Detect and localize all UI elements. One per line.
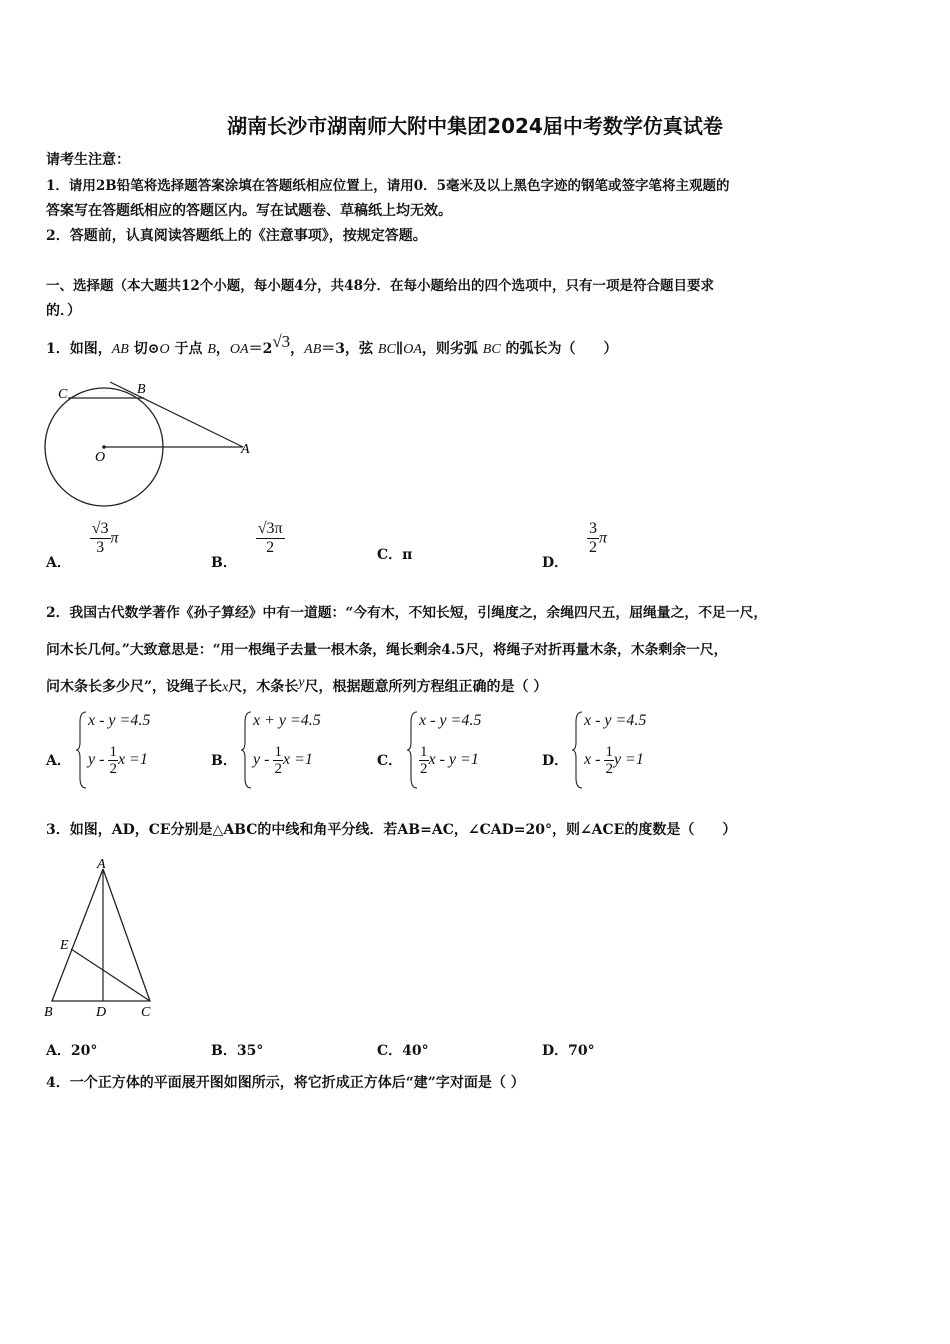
q1-option-d[interactable]: D． $\frac{3}{2}$ π bbox=[542, 520, 608, 571]
point-label-c: C bbox=[58, 387, 68, 402]
q1-option-c[interactable]: C．π bbox=[377, 547, 413, 563]
point-label-b: B bbox=[137, 382, 146, 397]
question-3-text: 3．如图，AD，CE分别是△ABC的中线和角平分线．若AB=AC，∠CAD=20°，则∠ACE的度数是（ ） bbox=[46, 822, 737, 838]
page-title: 湖南长沙市湖南师大附中集团2024届中考数学仿真试卷 bbox=[227, 114, 723, 138]
section-heading-line-1: 一、选择题（本大题共12个小题，每小题4分，共48分．在每小题给出的四个选项中，只有一项是符合题目要求 bbox=[46, 278, 714, 294]
question-1-text: 1．如图，AB 切⊙O 于点 B，OA＝2√3，AB＝3，弦 BC∥OA，则劣弧 BC 的弧长为（ ） bbox=[46, 332, 618, 357]
vertex-label-c: C bbox=[141, 1005, 151, 1020]
vertex-label-d: D bbox=[96, 1005, 107, 1020]
question-1-figure bbox=[38, 376, 268, 511]
notice-line-1: 1．请用2B铅笔将选择题答案涂填在答题纸相应位置上，请用0．5毫米及以上黑色字迹的钢笔或签字笔将主观题的 bbox=[46, 178, 730, 194]
question-3-figure bbox=[38, 852, 168, 1022]
point-label-o: O bbox=[95, 450, 106, 465]
question-2-line-2: 问木长几何。”大致意思是：“用一根绳子去量一根木条，绳长剩余4.5尺，将绳子对折再量木条，木条剩余一尺， bbox=[46, 642, 728, 658]
q3-option-b[interactable]: B．35° bbox=[211, 1043, 264, 1059]
question-4-text: 4．一个正方体的平面展开图如图所示，将它折成正方体后“建”字对面是（ ） bbox=[46, 1075, 525, 1091]
question-2-line-3: 问木条长多少尺”，设绳子长x尺，木条长y尺，根据题意所列方程组正确的是（ ） bbox=[46, 675, 548, 695]
q1-option-a[interactable]: A． $\frac{√3}{3}$ π bbox=[46, 520, 119, 571]
q2-option-b[interactable]: B． x + y =4.5 y - $\frac{1}{2}$ x =1 bbox=[211, 710, 371, 792]
vertex-label-a: A bbox=[97, 857, 106, 872]
q1-option-b[interactable]: B． $\frac{√3\pi}{2}$ bbox=[211, 520, 283, 571]
q2-option-a[interactable]: A． x - y =4.5 y - $\frac{1}{2}$ x =1 bbox=[46, 710, 206, 792]
notice-heading: 请考生注意： bbox=[46, 152, 130, 168]
point-label-a: A bbox=[241, 442, 250, 457]
q3-option-d[interactable]: D．70° bbox=[542, 1043, 595, 1059]
vertex-label-e: E bbox=[60, 938, 69, 953]
q2-option-d[interactable]: D． x - y =4.5 x - $\frac{1}{2}$ y =1 bbox=[542, 710, 702, 792]
q2-option-c[interactable]: C． x - y =4.5 $\frac{1}{2}$ x - y =1 bbox=[377, 710, 537, 792]
vertex-label-b: B bbox=[44, 1005, 53, 1020]
q3-option-a[interactable]: A．20° bbox=[46, 1043, 98, 1059]
section-heading-line-2: 的．） bbox=[46, 303, 81, 319]
question-2-line-1: 2．我国古代数学著作《孙子算经》中有一道题：“今有木，不知长短，引绳度之，余绳四尺五，屈绳量之，不足一尺， bbox=[46, 605, 768, 621]
notice-line-2: 答案写在答题纸相应的答题区内。写在试题卷、草稿纸上均无效。 bbox=[46, 203, 452, 219]
notice-line-3: 2．答题前，认真阅读答题纸上的《注意事项》，按规定答题。 bbox=[46, 228, 427, 244]
q3-option-c[interactable]: C．40° bbox=[377, 1043, 429, 1059]
